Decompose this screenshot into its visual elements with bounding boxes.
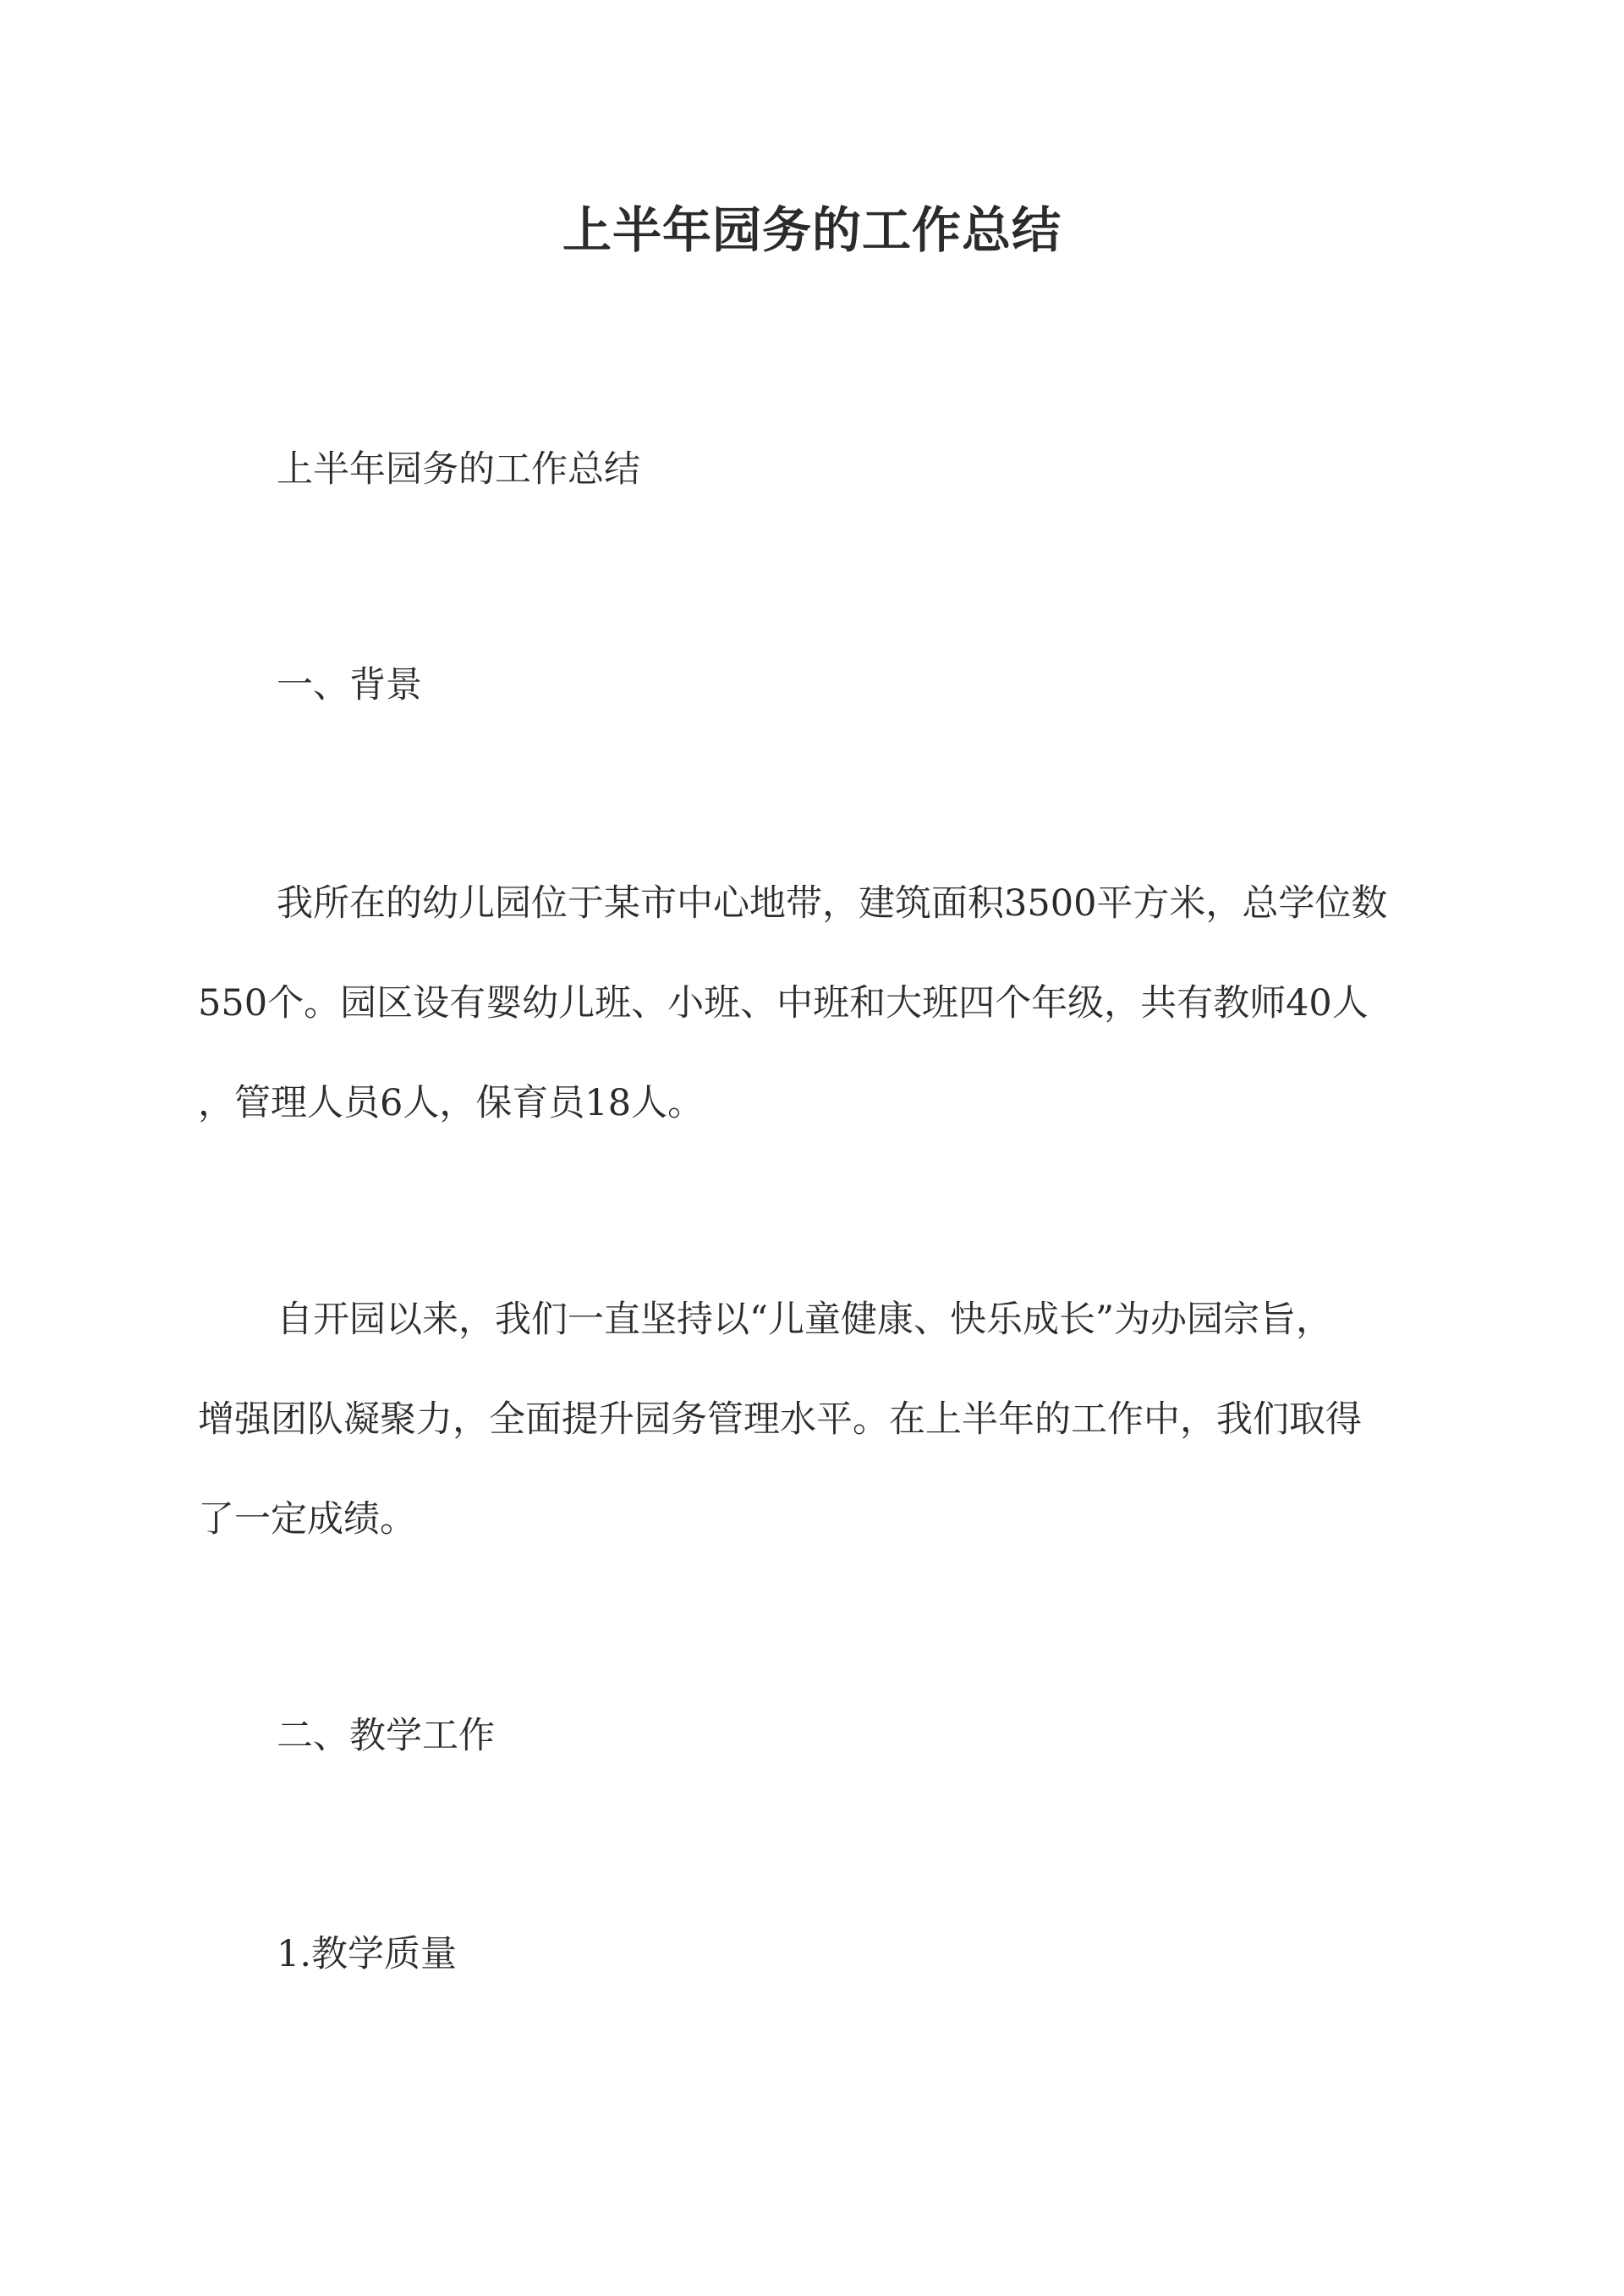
paragraph-line: 了一定成绩。: [198, 1498, 416, 1541]
section-heading-background: 一、背景: [277, 664, 422, 706]
section-heading-teaching: 二、教学工作: [277, 1715, 495, 1757]
document-subtitle: 上半年园务的工作总结: [277, 448, 640, 491]
paragraph-line: 我所在的幼儿园位于某市中心地带，建筑面积3500平方米，总学位数: [277, 882, 1388, 925]
subsection-heading-teaching-quality: 1.教学质量: [277, 1933, 458, 1975]
document-title: 上半年园务的工作总结: [562, 201, 1062, 259]
paragraph-line: 550个。园区设有婴幼儿班、小班、中班和大班四个年级，共有教师40人: [198, 982, 1369, 1024]
paragraph-line: 自开园以来，我们一直坚持以“儿童健康、快乐成长”为办园宗旨，: [277, 1299, 1332, 1341]
paragraph-line: ，管理人员6人，保育员18人。: [198, 1082, 705, 1124]
paragraph-line: 增强团队凝聚力，全面提升园务管理水平。在上半年的工作中，我们取得: [198, 1398, 1362, 1441]
